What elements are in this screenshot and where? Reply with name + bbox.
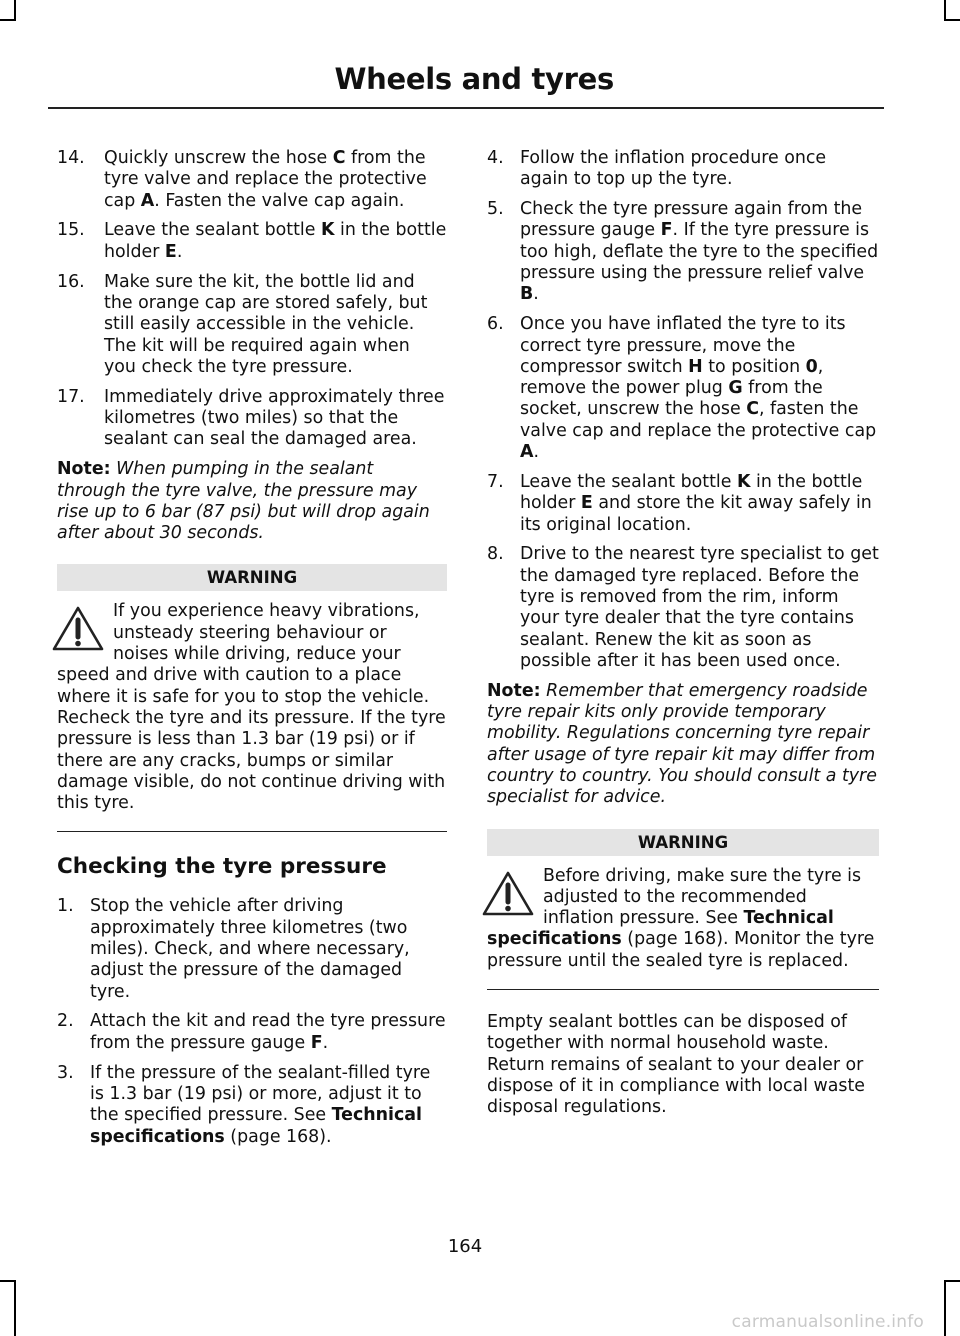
list-item [57, 387, 447, 451]
text-run: . [533, 284, 539, 305]
warning-heading: WARNING [57, 564, 447, 591]
list-item [487, 472, 879, 536]
page-number: 164 [447, 1236, 483, 1257]
bold-reference: B [520, 284, 534, 305]
text-run: and store the kit away safely in its original location. [520, 493, 872, 535]
text-run: , fasten the valve cap and replace the protective cap [520, 399, 877, 441]
item-number: 16. [57, 271, 85, 292]
bold-reference: C [332, 148, 346, 168]
bold-reference: Technical specifications [487, 908, 834, 950]
bold-reference: A [520, 442, 534, 463]
text-run: . If the tyre pressure is too high, deflate the tyre to the specified pressure using the pressure relief valve [520, 220, 879, 284]
bold-reference: Technical specifications [90, 1105, 423, 1147]
bold-reference: K [320, 220, 335, 241]
warning-rule [57, 831, 447, 832]
header-rule [48, 107, 884, 109]
text-run: from the tyre valve and replace the protective cap [104, 148, 427, 211]
text-run: If the pressure of the sealant-filled tyre is 1.3 bar (19 psi) or more, adjust it to the specified pressure. See [90, 1062, 431, 1126]
text-run: from the socket, unscrew the hose [520, 378, 823, 420]
text-run: to position [702, 356, 806, 377]
bold-reference: K [736, 471, 751, 492]
item-number: 7. [487, 471, 504, 492]
note-label: Note: [57, 459, 111, 480]
page-title: Wheels and tyres [334, 62, 614, 96]
text-run: Once you have inflated the tyre to its correct tyre pressure, move the compressor switch [520, 314, 846, 377]
warning-heading: WARNING [487, 829, 879, 856]
warning-body [487, 866, 879, 972]
crop-mark [14, 1280, 16, 1336]
text-run: Leave the sealant bottle [104, 220, 321, 241]
text-run: . [176, 241, 183, 262]
list-item [57, 1011, 447, 1054]
item-number: 17. [57, 386, 85, 407]
list-item [487, 314, 879, 463]
closing-paragraph: Empty sealant bottles can be disposed of together with normal household waste. Return remains of sealant to your dealer or dispose of it in compliance with local waste disposal regulations. [487, 1012, 865, 1118]
note-text: When pumping in the sealant through the tyre valve, the pressure may rise up to 6 bar (87 psi) but will drop again after about 30 seconds. [57, 459, 430, 544]
bold-reference: H [688, 356, 703, 377]
text-run: Attach the kit and read the tyre pressure from the pressure gauge [90, 1011, 446, 1053]
text-run: Stop the vehicle after driving approximately three kilometres (two miles). Check, and where necessary, adjust the pressure of the damaged tyre. [90, 896, 410, 1002]
crop-mark [0, 19, 16, 21]
list-item [487, 544, 879, 672]
text-run: . [533, 442, 539, 463]
list-item [57, 220, 447, 263]
text-run: Immediately drive approximately three kilometres (two miles) so that the sealant can seal the damaged area. [104, 386, 445, 450]
item-number: 8. [487, 544, 504, 565]
crop-mark [14, 0, 16, 20]
item-number: 5. [487, 199, 504, 220]
section-heading: Checking the tyre pressure [57, 854, 387, 880]
bold-reference: E [164, 241, 177, 262]
text-run: . Fasten the valve cap again. [154, 190, 405, 211]
note-label: Note: [487, 680, 541, 701]
warning-body [57, 601, 447, 814]
steps-list-right [487, 148, 879, 672]
bold-reference: 0 [805, 356, 818, 377]
bold-reference: C [746, 399, 759, 420]
text-run: Follow the inflation procedure once again to top up the tyre. [520, 148, 827, 190]
text-run: Check the tyre pressure again from the pressure gauge [520, 199, 863, 241]
right-column [487, 148, 879, 1119]
steps-list-checking [57, 896, 447, 1147]
text-run: in the bottle holder [104, 220, 447, 262]
note [487, 681, 879, 809]
bold-reference: E [580, 493, 593, 514]
crop-mark [944, 19, 960, 21]
warning-triangle-icon [481, 870, 535, 918]
bold-reference: F [660, 220, 673, 241]
text-run: in the bottle holder [520, 471, 863, 514]
crop-mark [0, 1280, 16, 1282]
text-run: Make sure the kit, the bottle lid and the orange cap are stored safely, but still easily accessible in the vehicle. The kit will be required again when you check the tyre pressure. [104, 271, 428, 377]
text-run: Before driving, make sure the tyre is adjusted to the recommended inflation pressure. See [543, 865, 862, 929]
warning-triangle-icon [51, 605, 105, 653]
list-item [487, 199, 879, 305]
crop-mark [944, 1280, 960, 1282]
item-number: 6. [487, 314, 504, 335]
item-number: 4. [487, 148, 504, 168]
text-run: (page 168). [224, 1126, 332, 1147]
item-number: 14. [57, 148, 85, 168]
steps-list-left [57, 148, 447, 451]
list-item [57, 896, 447, 1002]
bold-reference: A [140, 190, 155, 211]
text-run: . [322, 1032, 329, 1053]
warning-rule [487, 989, 879, 990]
item-number: 2. [57, 1011, 74, 1032]
bold-reference: F [310, 1032, 323, 1053]
watermark: carmanualsonline.info [731, 1312, 924, 1332]
note-text: Remember that emergency roadside tyre repair kits only provide temporary mobility. Regulations concerning tyre repair after usage of tyre repair kit may differ from country to country. You should consult a tyre specialist for advice. [487, 680, 877, 808]
list-item [57, 1063, 447, 1148]
crop-mark [944, 0, 946, 20]
text-run: Quickly unscrew the hose [104, 148, 333, 168]
item-number: 1. [57, 896, 74, 917]
warning-text [487, 866, 874, 971]
note [57, 459, 447, 544]
item-number: 15. [57, 220, 85, 241]
warning-text: If you experience heavy vibrations, unsteady steering behaviour or noises while driving, reduce your speed and drive with caution to a place where it is safe for you to stop the vehicle. Recheck the tyre and its pressure. If the tyre pressure is less than 1.3 bar (19 psi) or if there are any cracks, bumps or similar damage visible, do not continue driving with this tyre. [57, 601, 446, 814]
list-item [57, 272, 447, 378]
text-run: , remove the power plug [520, 356, 824, 399]
list-item [57, 148, 447, 212]
left-column [57, 148, 447, 1156]
crop-mark [944, 1280, 946, 1336]
bold-reference: G [728, 378, 743, 399]
item-number: 3. [57, 1062, 74, 1083]
text-run: Leave the sealant bottle [520, 471, 737, 492]
text-run: (page 168). Monitor the tyre pressure until the sealed tyre is replaced. [487, 929, 875, 971]
list-item [487, 148, 879, 191]
text-run: Drive to the nearest tyre specialist to get the damaged tyre replaced. Before the tyre is removed from the rim, inform your tyre dealer that the tyre contains sealant. Renew the kit as soon as possible after it has been used once. [520, 544, 879, 671]
